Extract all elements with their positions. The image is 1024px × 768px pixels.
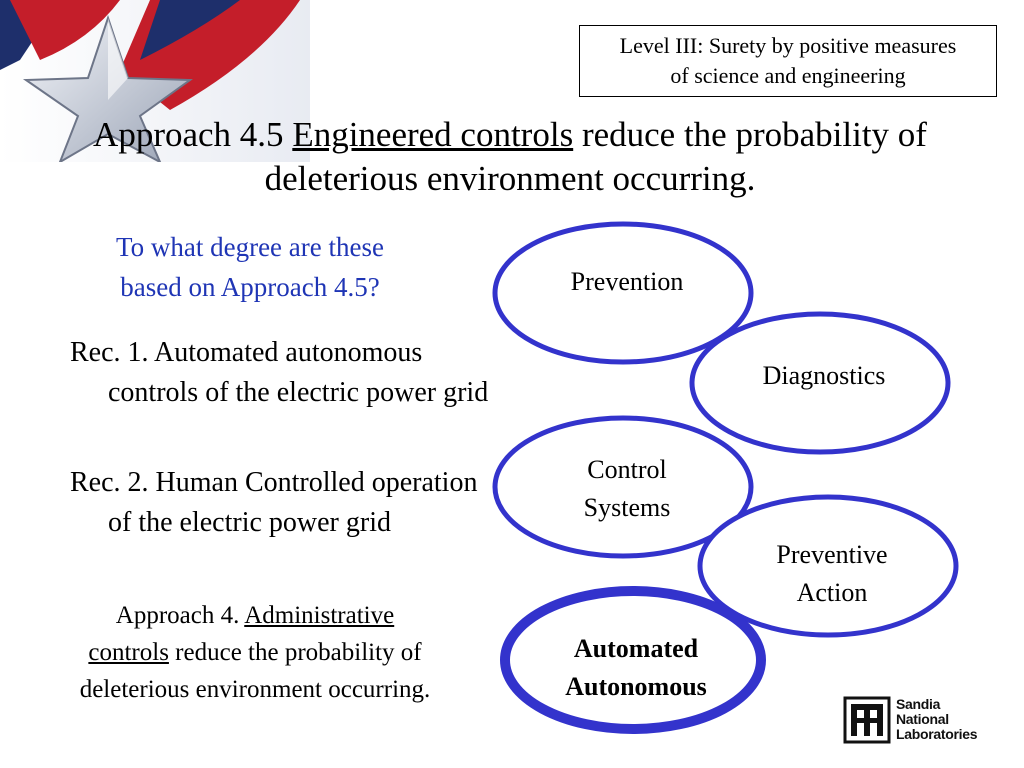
level-box-line1: Level III: Surety by positive measures — [619, 33, 957, 58]
ellipse-preventive-action-label-1: Preventive — [776, 540, 888, 569]
title-underlined: Engineered controls — [292, 115, 574, 154]
level-box-line2: of science and engineering — [670, 63, 906, 88]
approach4-underlined-1: Administrative — [244, 602, 395, 629]
ellipse-automated-autonomous-label-1: Automated — [573, 634, 699, 663]
sandia-logo-text — [896, 697, 977, 742]
ellipse-prevention — [495, 224, 751, 362]
ellipse-prevention-label: Prevention — [570, 267, 684, 296]
recommendation-2: Rec. 2. Human Controlled operation of the electric power grid — [70, 467, 478, 538]
ellipse-preventive-action-label-2: Action — [796, 578, 868, 607]
sandia-line2: National — [896, 711, 949, 727]
sandia-line3: Laboratories — [896, 726, 978, 742]
ellipse-diagnostics — [692, 314, 948, 452]
approach4-underlined-2: controls — [88, 639, 169, 666]
recommendation-1: Rec. 1. Automated autonomous controls of the electric power grid — [70, 337, 489, 408]
ellipse-automated-autonomous — [505, 591, 761, 729]
sandia-line1: Sandia — [896, 696, 941, 712]
ellipse-diagnostics-label: Diagnostics — [762, 361, 886, 390]
title-suffix: reduce the probability of deleterious environment occurring. — [264, 115, 927, 198]
ellipse-control-systems-label-2: Systems — [583, 493, 671, 522]
ellipse-automated-autonomous-label-2: Autonomous — [565, 672, 707, 701]
ellipse-preventive-action — [700, 497, 956, 635]
question-line1: To what degree are these — [116, 232, 384, 262]
title-prefix: Approach 4.5 — [93, 115, 293, 154]
approach4-suffix: reduce the probability of deleterious environment occurring. — [79, 639, 431, 703]
ellipse-control-systems-label-1: Control — [587, 455, 667, 484]
approach4-prefix: Approach 4. — [115, 602, 245, 629]
question-line2: based on Approach 4.5? — [120, 272, 380, 302]
